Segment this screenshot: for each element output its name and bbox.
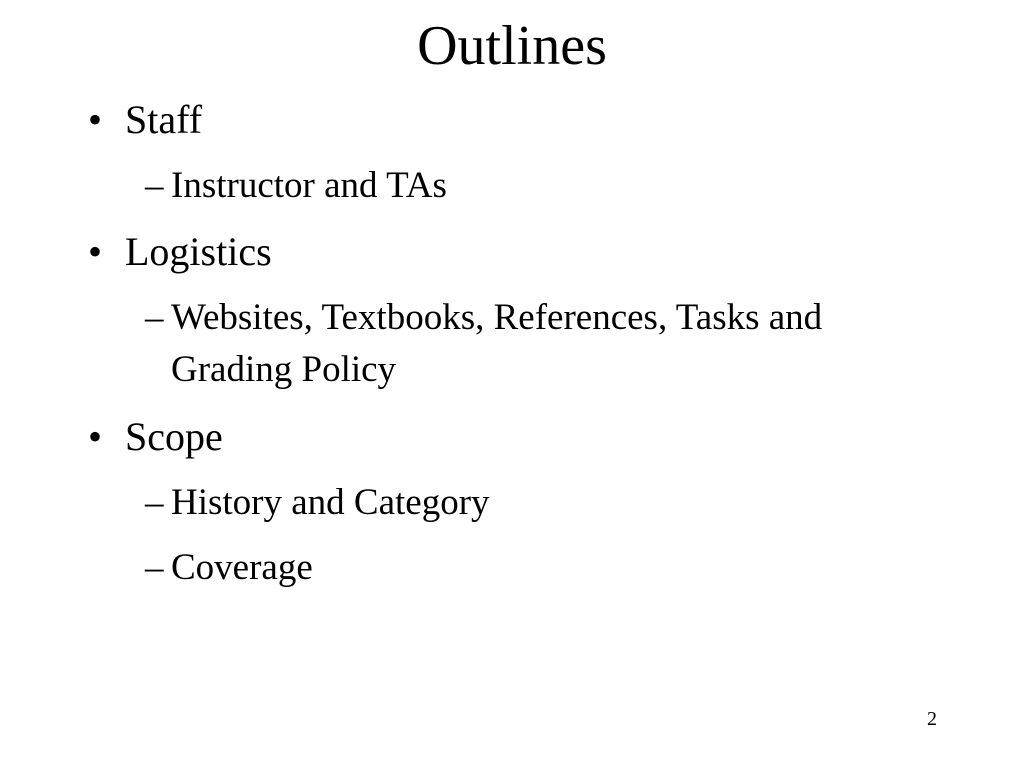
- sub-item-dash: –: [145, 547, 164, 588]
- sub-item-label: Coverage: [171, 547, 313, 588]
- bullet-label: Scope: [125, 414, 223, 459]
- sub-item-label: History and Category: [171, 482, 490, 523]
- sub-item-dash: –: [145, 482, 164, 523]
- page-number: 2: [927, 708, 937, 730]
- sub-item-coverage: [145, 542, 931, 594]
- sub-item-instructor-and-tas: [145, 160, 931, 212]
- bullet-item-logistics: [88, 227, 272, 277]
- sub-item-label: Websites, Textbooks, References, Tasks and Grading Policy: [171, 297, 823, 390]
- bullet-marker: •: [88, 414, 103, 459]
- sub-item-history-and-category: [145, 477, 931, 529]
- sub-item-dash: –: [145, 297, 164, 338]
- bullet-marker: •: [88, 97, 103, 142]
- slide-title: Outlines: [417, 15, 607, 77]
- bullet-item-scope: [88, 412, 223, 462]
- bullet-marker: •: [88, 229, 103, 274]
- sub-item-dash: –: [145, 165, 164, 206]
- sub-item-label: Instructor and TAs: [171, 165, 447, 206]
- sub-item-websites-textbooks: [145, 292, 931, 396]
- bullet-label: Staff: [125, 97, 203, 142]
- bullet-label: Logistics: [125, 229, 272, 274]
- bullet-item-staff: [88, 95, 202, 145]
